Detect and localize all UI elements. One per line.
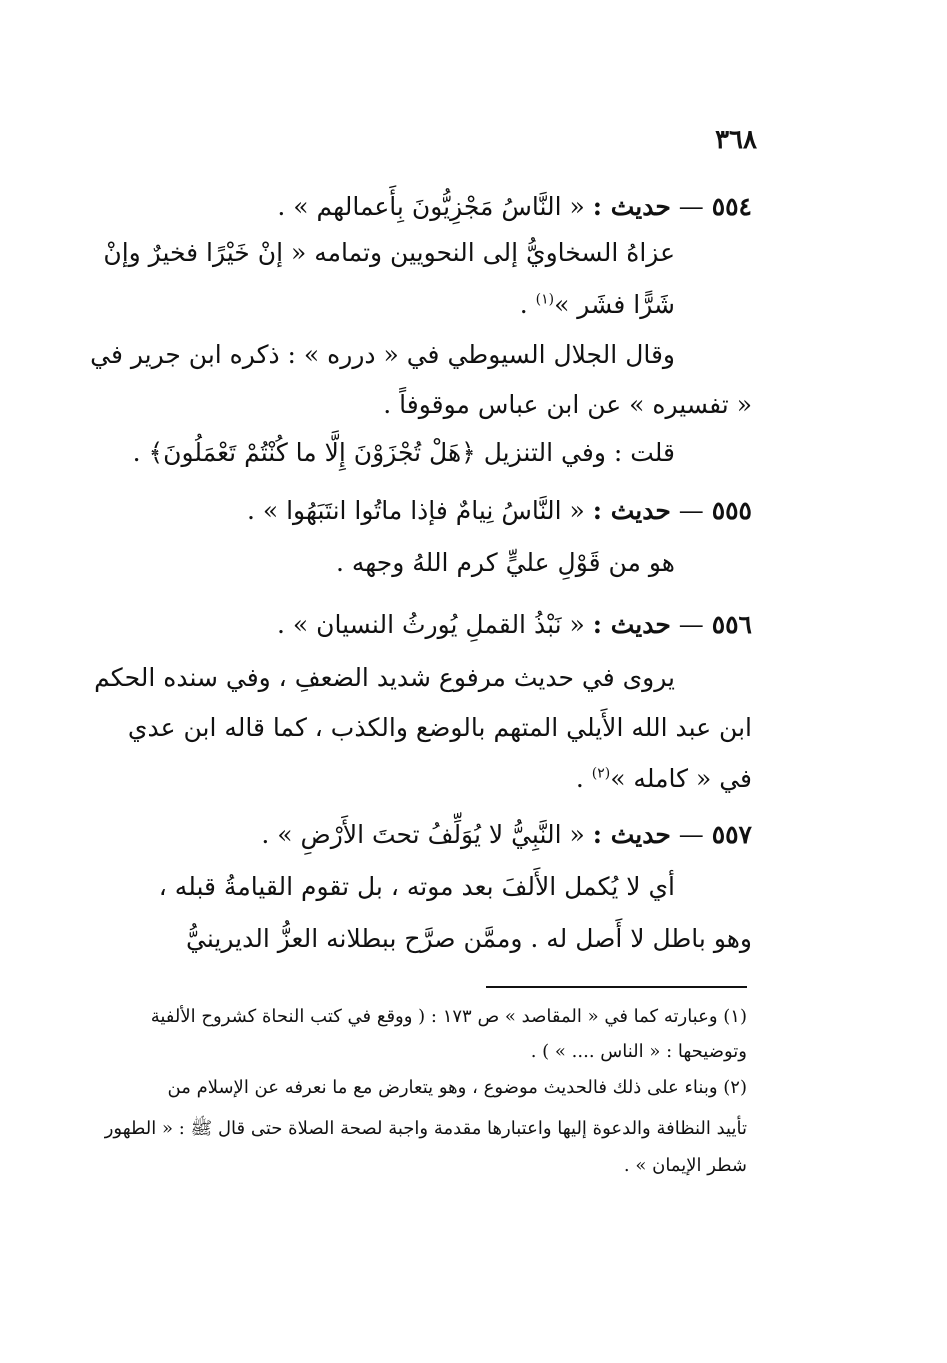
footnote-divider [486, 986, 747, 988]
entry-554-body-line: شَرًّا فشَر »$^{(١)}$ . [519, 290, 675, 319]
hadith-text: « نَبْذُ القملِ يُورثُ النسيان » . [276, 610, 585, 639]
entry-556-body-line: في « كامله »$^{(٢)}$ . [575, 764, 752, 793]
footnote-line: تأييد النظافة والدعوة إليها واعتبارها مقدمة واجبة لصحة الصلاة حتى قال ﷺ : « الطهور [104, 1118, 747, 1139]
entry-557-heading: ٥٥٧ — حديث : « النَّبِيُّ لا يُوَلِّفُ تحتَ الأَرْضِ » . [261, 820, 752, 849]
entry-554-body-line: قلت : وفي التنزيل ﴿هَلْ تُجْزَوْنَ إِلَّا ما كُنْتُمْ تَعْمَلُونَ﴾ . [132, 438, 675, 467]
entry-557-body-line: أي لا يُكمل الأَلفَ بعد موته ، بل تقوم القيامةُ قبله ، [158, 872, 675, 901]
entry-554-heading: ٥٥٤ — حديث : « النَّاسُ مَجْزِيُّونَ بِأَعمالهم » . [277, 192, 752, 221]
footnote-line: (٢) وبناء على ذلك فالحديث موضوع ، وهو يتعارض مع ما نعرفه عن الإسلام من [167, 1077, 747, 1098]
entry-556-body-line: ابن عبد الله الأَيلي المتهم بالوضع والكذب ، كما قاله ابن عدي [127, 713, 752, 742]
entry-554-body-line: وقال الجلال السيوطي في « درره » : ذكره ابن جرير في [90, 340, 675, 369]
entry-555-heading: ٥٥٥ — حديث : « النَّاسُ نِيامٌ فإذا ماتُوا انتَبَهُوا » . [246, 496, 752, 525]
page-number: ٣٦٨ [715, 125, 757, 155]
hadith-text: « النَّاسُ مَجْزِيُّونَ بِأَعمالهم » . [277, 192, 585, 221]
entry-556-heading: ٥٥٦ — حديث : « نَبْذُ القملِ يُورثُ النسيان » . [276, 610, 752, 639]
entry-556-body-line: يروى في حديث مرفوع شديد الضعفِ ، وفي سنده الحكم [94, 663, 675, 692]
footnote-ref: (١) [535, 291, 555, 308]
hadith-text: « النَّاسُ نِيامٌ فإذا ماتُوا انتَبَهُوا » . [246, 496, 585, 525]
entry-555-body-line: هو من قَوْلِ عليٍّ كرم اللهُ وجهه . [335, 548, 675, 577]
footnote-ref: (٢) [591, 765, 611, 782]
entry-557-body-line: وهو باطل لا أَصل له . وممَّن صرَّح ببطلانه العزُّ الديرينيُّ [186, 924, 752, 953]
entry-number: ٥٥٤ [711, 192, 752, 221]
footnote-line: وتوضيحها : « الناس .... » ) . [530, 1041, 747, 1062]
footnote-line: (١) وعبارته كما في « المقاصد » ص ١٧٣ : ( ووقع في كتب النحاة كشروح الألفية [150, 1006, 747, 1027]
entry-keyword: حديث : [592, 192, 671, 221]
footnote-line: شطر الإيمان » . [623, 1155, 747, 1176]
hadith-text: « النَّبِيُّ لا يُوَلِّفُ تحتَ الأَرْضِ » . [261, 820, 585, 849]
entry-554-body-line: « تفسيره » عن ابن عباس موقوفاً . [383, 390, 752, 419]
entry-554-body-line: عزاهُ السخاويُّ إلى النحويين وتمامه « إنْ خَيْرًا فخيرٌ وإنْ [103, 238, 675, 267]
